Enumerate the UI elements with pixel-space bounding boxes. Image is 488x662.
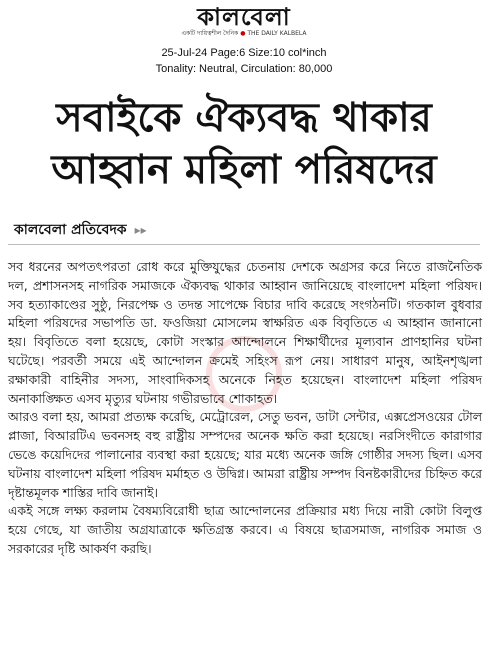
byline-arrow-icon: ▸▸ [134, 223, 147, 237]
newspaper-tagline [0, 30, 488, 38]
newspaper-logo: কালবেলা [197, 3, 291, 31]
byline [14, 218, 474, 242]
clipping-tonality-info: Tonality: Neutral, Circulation: 80,000 [155, 63, 333, 75]
masthead [0, 4, 488, 38]
article-headline [10, 92, 478, 196]
tagline-english: THE DAILY KALBELA [247, 30, 307, 37]
tagline-dot-icon: ● [240, 30, 246, 37]
tagline-bengali: একটি দায়িত্বশীল দৈনিক [181, 30, 239, 37]
headline-line-1: সবাইকে ঐক্যবদ্ধ থাকার [56, 95, 432, 141]
article-paragraph-3: একই সঙ্গে লক্ষ্য করলাম বৈষম্যবিরোধী ছাত্র আন্দোলনের প্রক্রিয়ার মধ্য দিয়ে নারী কোটা বিলুপ্ত হয়ে গেছে, যা জাতীয় অগ্রযাত্রাকে ক্ষতিগ্রস্ত করবে। এ বিষয়ে ছাত্রসমাজ, নাগরিক সমাজ ও সরকারের দৃষ্টি আকর্ষণ করছি। [8, 503, 482, 556]
article-paragraph-2: আরও বলা হয়, আমরা প্রত্যক্ষ করেছি, মেট্রোরেল, সেতু ভবন, ডাটা সেন্টার, এক্সপ্রেসওয়ের টোল প্লাজা, বিআরটিএ ভবনসহ বহু রাষ্ট্রীয় সম্পদের অনেক ক্ষতি করা হয়েছে। নরসিংদীতে কারাগার ভেঙে কয়েদিদের পালানোর ব্যবস্থা করা হয়েছে; যার মধ্যে অনেক জঙ্গি গোষ্ঠীর সদস্য ছিল। এসব ঘটনায় বাংলাদেশ মহিলা পরিষদ মর্মাহত ও উদ্বিগ্ন। আমরা রাষ্ট্রীয় সম্পদ বিনষ্টকারীদের চিহ্নিত করে দৃষ্টান্তমূলক শাস্তির দাবি জানাই। [8, 409, 482, 500]
headline-line-2: আহ্বান মহিলা পরিষদের [51, 147, 437, 193]
clipping-date-info: 25-Jul-24 Page:6 Size:10 col*inch [161, 47, 327, 59]
article-body [8, 258, 482, 559]
byline-text: কালবেলা প্রতিবেদক [14, 222, 127, 238]
article-paragraph-1: সব ধরনের অপতৎপরতা রোধ করে মুক্তিযুদ্ধের চেতনায় দেশকে অগ্রসর করে নিতে রাজনৈতিক দল, প্রশাসনসহ নাগরিক সমাজকে ঐক্যবদ্ধ থাকার আহ্বান জানিয়েছে বাংলাদেশ মহিলা পরিষদ। সব হত্যাকাণ্ডের সুষ্ঠু, নিরপেক্ষ ও তদন্ত সাপেক্ষে বিচার দাবি করেছে সংগঠনটি। গতকাল বুধবার মহিলা পরিষদের সভাপতি ডা. ফওজিয়া মোসলেম স্বাক্ষরিত এক বিবৃতিতে এ আহ্বান জানানো হয়। বিবৃতিতে বলা হয়েছে, কোটা সংস্কার আন্দোলনে শিক্ষার্থীদের মূল্যবান প্রাণহানির ঘটনা ঘটেছে। পরবর্তী সময়ে এই আন্দোলন ক্রমেই সহিংস রূপ নেয়। সাধারণ মানুষ, আইনশৃঙ্খলা রক্ষাকারী বাহিনীর সদস্য, সাংবাদিকসহ অনেকে নিহত হয়েছেন। বাংলাদেশ মহিলা পরিষদ অনাকাঙ্ক্ষিত এসব মৃত্যুর ঘটনায় গভীরভাবে শোকাহত। [8, 259, 482, 406]
byline-divider [8, 244, 480, 245]
